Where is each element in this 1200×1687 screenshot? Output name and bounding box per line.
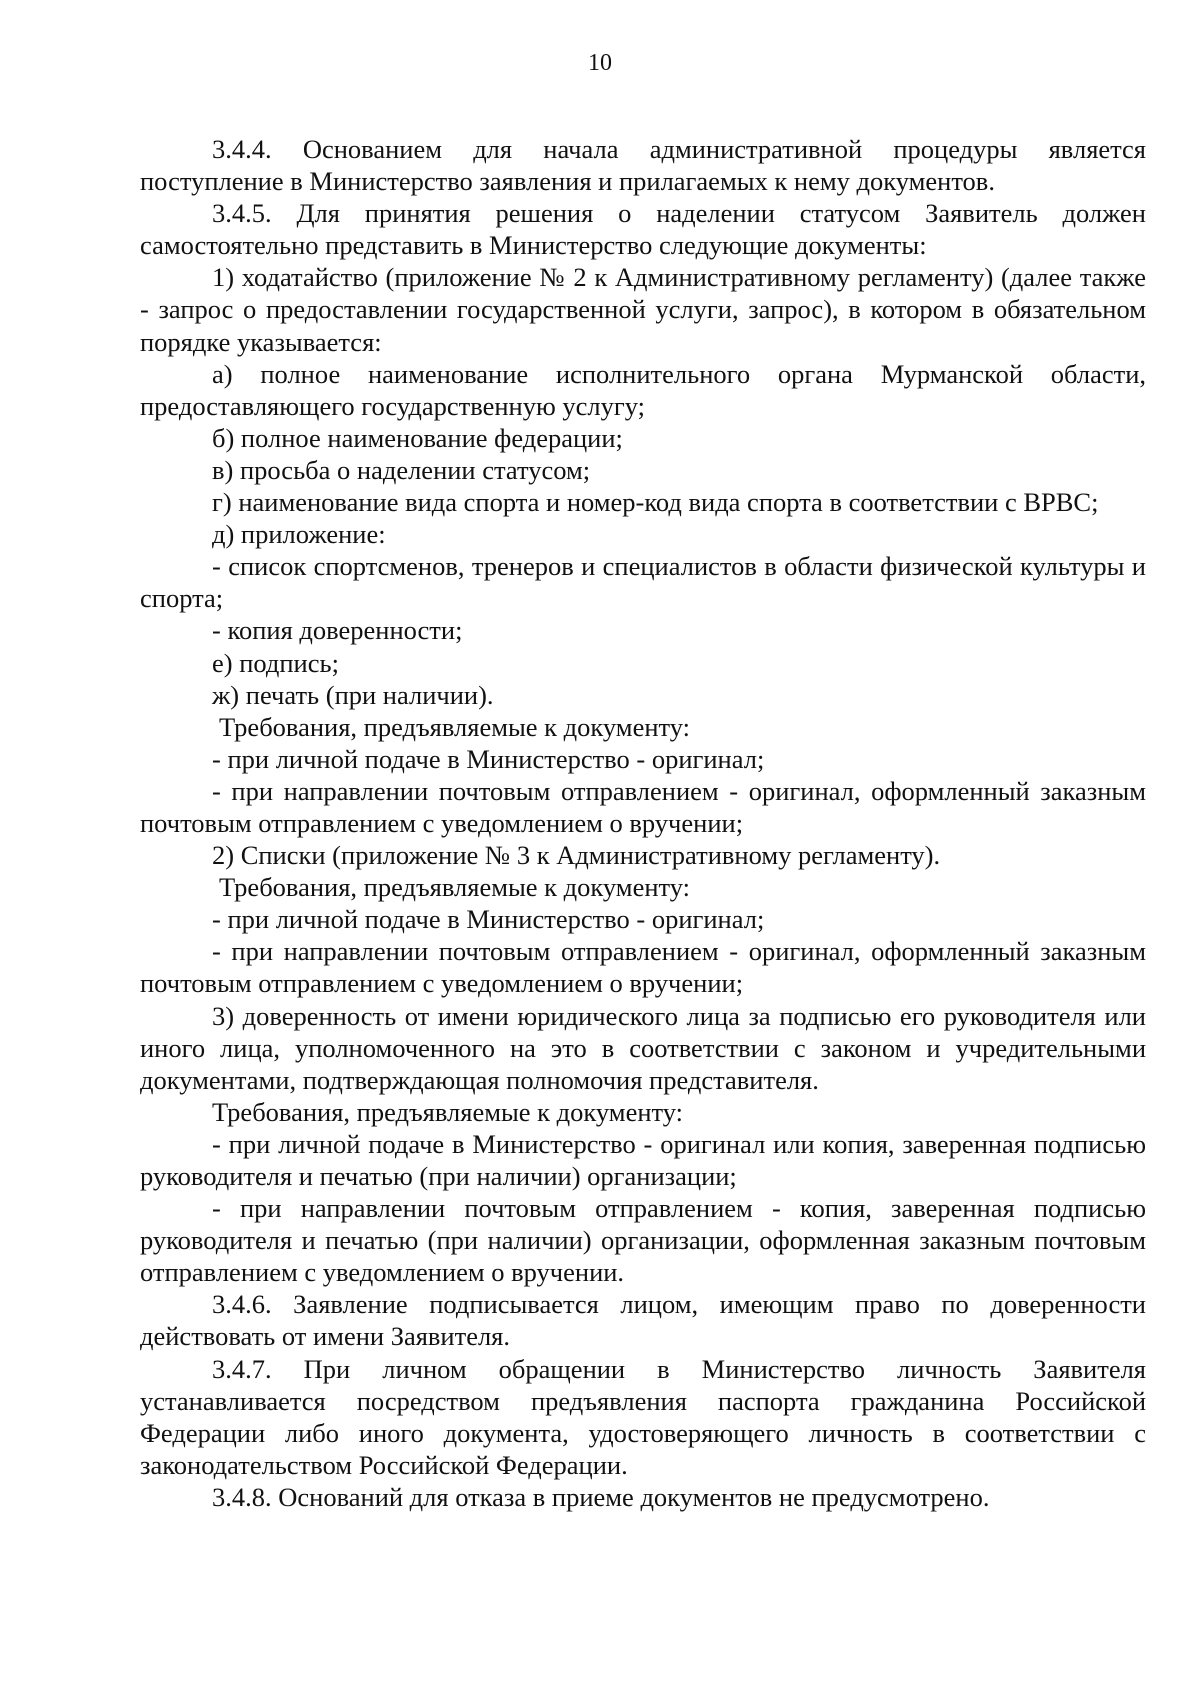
paragraph: - при личной подаче в Министерство - оригинал или копия, заверенная подписью руководителя и печатью (при наличии) организации; [140, 1128, 1146, 1191]
page-number: 10 [588, 50, 612, 76]
paragraph: - копия доверенности; [212, 615, 463, 646]
paragraph: б) полное наименование федерации; [212, 422, 623, 453]
paragraph: 3.4.8. Оснований для отказа в приеме документов не предусмотрено. [212, 1481, 990, 1512]
paragraph: - при личной подаче в Министерство - оригинал; [212, 743, 765, 774]
paragraph: 3.4.4. Основанием для начала административной процедуры является поступление в Министерство заявления и прилагаемых к нему документов. [140, 134, 1146, 197]
paragraph: 2) Списки (приложение № 3 к Административному регламенту). [212, 840, 941, 871]
document-body [140, 133, 1146, 1513]
paragraph: а) полное наименование исполнительного органа Мурманской области, предоставляющего государственную услугу; [140, 358, 1146, 421]
paragraph: д) приложение: [212, 519, 386, 550]
paragraph: - при направлении почтовым отправлением - копия, заверенная подписью руководителя и печатью (при наличии) организации, оформленная заказным почтовым отправлением с уведомлением о вручении. [140, 1193, 1146, 1288]
paragraph: - при направлении почтовым отправлением - оригинал, оформленный заказным почтовым отправлением с уведомлением о вручении; [140, 775, 1146, 838]
paragraph: 3.4.5. Для принятия решения о наделении статусом Заявитель должен самостоятельно представить в Министерство следующие документы: [140, 198, 1146, 261]
paragraph: е) подпись; [212, 647, 339, 678]
paragraph: г) наименование вида спорта и номер-код вида спорта в соответствии с ВРВС; [212, 487, 1099, 518]
paragraph: 3.4.6. Заявление подписывается лицом, имеющим право по доверенности действовать от имени Заявителя. [140, 1289, 1146, 1352]
paragraph: 3) доверенность от имени юридического лица за подписью его руководителя или иного лица, уполномоченного на это в соответствии с законом и учредительными документами, подтверждающая полномочия представителя. [140, 1000, 1146, 1095]
paragraph: ж) печать (при наличии). [212, 679, 494, 710]
paragraph: в) просьба о наделении статусом; [212, 454, 591, 485]
paragraph: - при направлении почтовым отправлением - оригинал, оформленный заказным почтовым отправлением с уведомлением о вручении; [140, 936, 1146, 999]
paragraph: Требования, предъявляемые к документу: [219, 711, 691, 742]
paragraph: Требования, предъявляемые к документу: [212, 1096, 684, 1127]
paragraph: - при личной подаче в Министерство - оригинал; [212, 904, 765, 935]
paragraph: - список спортсменов, тренеров и специалистов в области физической культуры и спорта; [140, 551, 1146, 614]
paragraph: 1) ходатайство (приложение № 2 к Административному регламенту) (далее также - запрос о предоставлении государственной услуги, запрос), в котором в обязательном порядке указывается: [140, 262, 1146, 357]
paragraph: 3.4.7. При личном обращении в Министерство личность Заявителя устанавливается посредством предъявления паспорта гражданина Российской Федерации либо иного документа, удостоверяющего личность в соответствии с законодательством Российской Федерации. [140, 1353, 1146, 1480]
paragraph: Требования, предъявляемые к документу: [219, 872, 691, 903]
